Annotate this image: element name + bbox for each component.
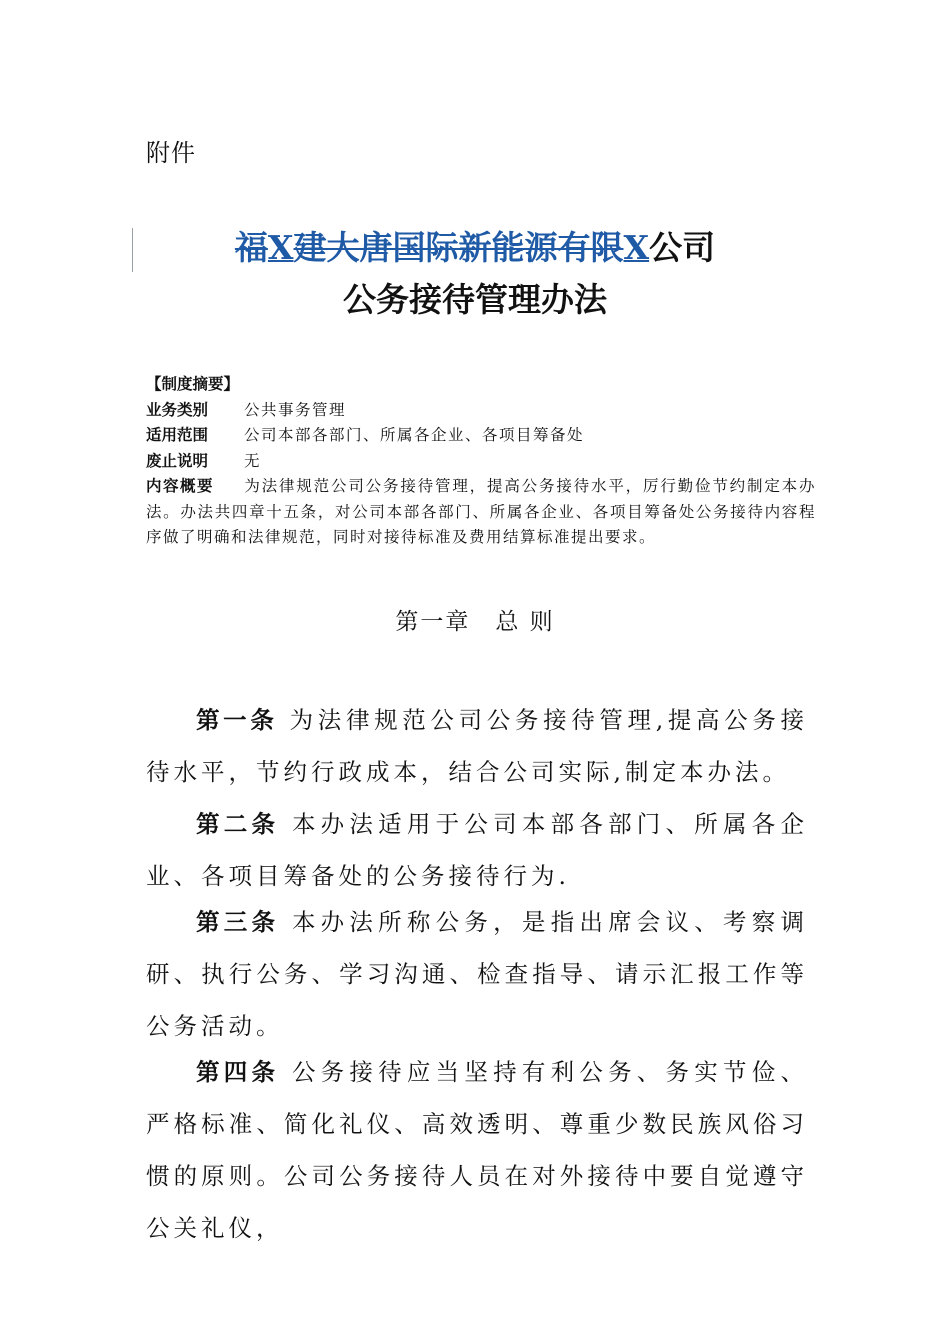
- title-deleted-text: 福: [234, 228, 268, 267]
- article-2: [146, 798, 808, 902]
- policy-summary: [146, 372, 816, 551]
- summary-value: 公司本部各部门、所属各企业、各项目筹备处: [244, 426, 585, 444]
- article-text: 公务接待应当坚持有利公务、务实节俭、严格标准、简化礼仪、高效透明、尊重少数民族风俗习惯的原则。公司公务接待人员在对外接待中要自觉遵守公关礼仪，: [146, 1058, 808, 1242]
- summary-row-scope: [146, 423, 816, 449]
- summary-label: 业务类别: [146, 400, 209, 419]
- article-1: [146, 694, 808, 798]
- summary-label: 适用范围: [146, 426, 209, 444]
- title-inserted-text: X: [267, 228, 294, 267]
- summary-label: 内容概要: [146, 477, 215, 495]
- title-inserted-text: X: [623, 228, 650, 267]
- article-number: 第四条: [196, 1058, 280, 1086]
- article-number: 第二条: [196, 810, 280, 838]
- summary-overview: [146, 474, 816, 551]
- article-number: 第三条: [196, 908, 280, 936]
- summary-value: 无: [244, 451, 262, 470]
- summary-header: 【制度摘要】: [146, 375, 240, 393]
- article-text: 为法律规范公司公务接待管理,提高公务接待水平，节约行政成本，结合公司实际,制定本办法。: [146, 706, 808, 786]
- summary-overview-text: 为法律规范公司公务接待管理，提高公务接待水平，厉行勤俭节约制定本办法。办法共四章十五条，对公司本部各部门、所属各企业、各项目筹备处公务接待内容程序做了明确和法律规范，同时对接待标准及费用结算标准提出要求。: [146, 477, 816, 546]
- summary-row-business-category: [146, 398, 816, 424]
- document-title-line2: 公务接待管理办法: [343, 280, 607, 319]
- article-number: 第一条: [196, 706, 278, 734]
- document-title-line1: [0, 222, 950, 274]
- title-deleted-text: 建大唐国际新能源有限: [293, 228, 624, 267]
- article-3: [146, 896, 808, 1052]
- summary-row-repeal-note: [146, 449, 816, 475]
- title-kept-text: 公司: [649, 228, 716, 267]
- summary-label: 废止说明: [146, 451, 209, 470]
- attachment-label: 附件: [146, 139, 196, 167]
- article-4: [146, 1046, 808, 1254]
- chapter-title: 第一章 总 则: [395, 609, 555, 635]
- article-text: 本办法所称公务，是指出席会议、考察调研、执行公务、学习沟通、检查指导、请示汇报工作等公务活动。: [146, 908, 808, 1040]
- summary-value: 公共事务管理: [244, 400, 347, 419]
- article-text: 本办法适用于公司本部各部门、所属各企业、各项目筹备处的公务接待行为.: [146, 810, 808, 890]
